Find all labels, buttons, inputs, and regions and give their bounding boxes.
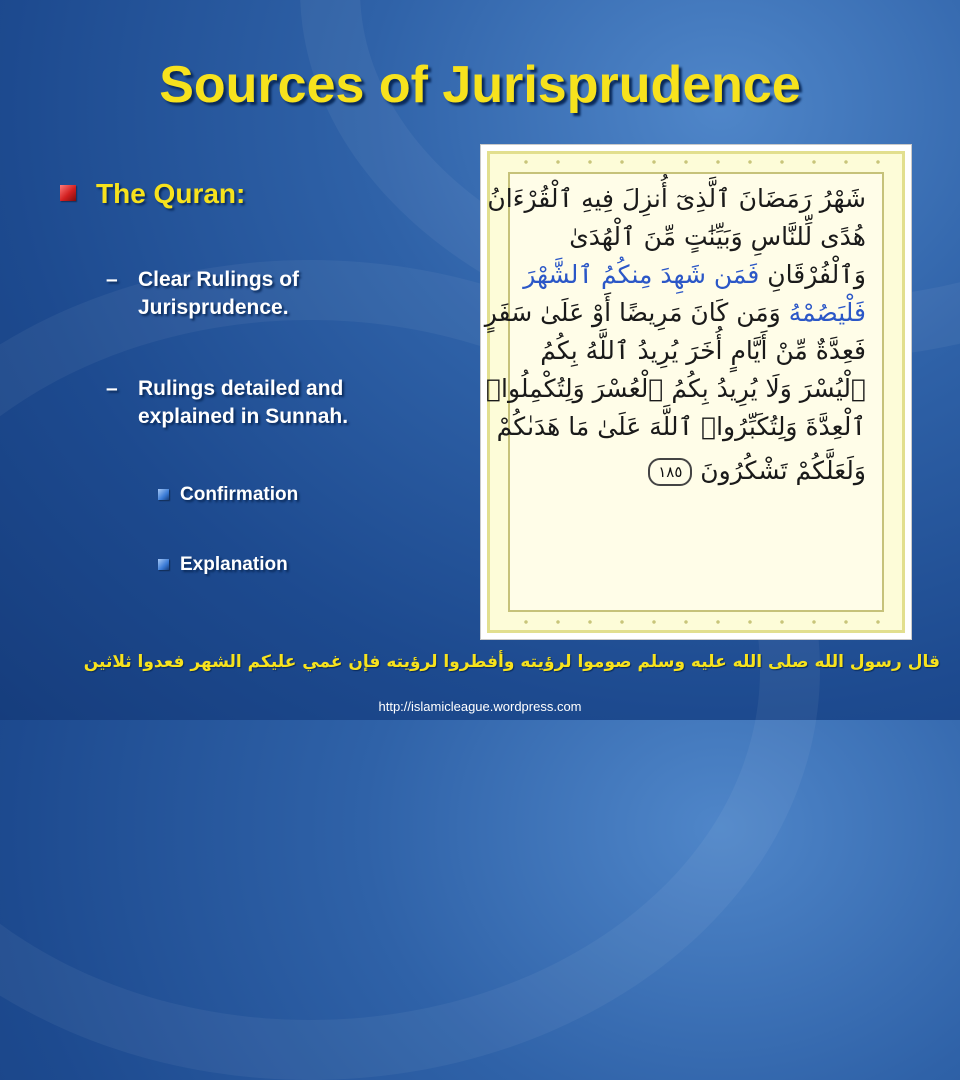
sub-sub-item-explanation: Explanation [180,554,288,575]
slide-title: Sources of Jurisprudence [159,56,801,114]
verse-line: هُدًى لِّلنَّاسِ وَبَيِّنَٰتٍ مِّنَ ٱلْهُدَىٰ [569,222,866,251]
sub-item-dash: – [106,377,118,400]
verse-line: ٱلْيُسْرَ وَلَا يُرِيدُ بِكُمُ ٱلْعُسْرَ وَلِتُكْمِلُوا۟ [486,374,866,403]
sub-item-1-line-2: Jurisprudence. [138,296,289,319]
blue-square-bullet-icon [158,559,169,570]
blue-square-bullet-icon [158,489,169,500]
sub-item-dash: – [106,268,118,291]
verse-line: ٱلْعِدَّةَ وَلِتُكَبِّرُوا۟ ٱللَّهَ عَلَىٰ مَا هَدَىٰكُمْ [496,412,866,441]
verse-line: فَعِدَّةٌ مِّنْ أَيَّامٍ أُخَرَ يُرِيدُ ٱللَّهُ بِكُمُ [540,336,866,365]
verse-text-area [484,172,884,612]
sub-item-2-line-2: explained in Sunnah. [138,405,349,428]
ornament-dots-top [510,157,882,167]
verse-segment-highlight: فَلْيَصُمْهُ [788,298,866,327]
sub-item-2-line-1: Rulings detailed and [138,377,344,400]
hadith-text: قال رسول الله صلى الله عليه وسلم صوموا لرؤيته وأفطروا لرؤيته فإن غمي عليكم الشهر فعدوا ثلاثين [83,652,940,672]
main-bullet-text: The Quran: [96,178,246,209]
verse-segment: وَلَعَلَّكُمْ تَشْكُرُونَ [700,456,866,485]
verse-line [522,456,866,486]
verse-line: شَهْرُ رَمَضَانَ ٱلَّذِىٓ أُنزِلَ فِيهِ ٱلْقُرْءَانُ [487,184,866,213]
verse-line [484,298,866,327]
verse-segment: وَٱلْفُرْقَانِ [767,260,866,289]
verse-segment-highlight: فَمَن شَهِدَ مِنكُمُ ٱلشَّهْرَ [523,260,760,289]
sub-item-1-line-1: Clear Rulings of [138,268,300,291]
verse-frame [484,151,905,633]
sub-sub-item-confirmation: Confirmation [180,484,299,505]
ayah-number-marker: ١٨٥ [648,458,692,486]
verse-line [522,260,866,289]
footer-url: http://islamicleague.wordpress.com [378,699,582,714]
quran-verse-image [480,144,912,640]
ornament-dots-bottom [510,617,882,627]
red-square-bullet-icon [60,185,76,201]
verse-segment: وَمَن كَانَ مَرِيضًا أَوْ عَلَىٰ سَفَرٍ [484,298,781,327]
